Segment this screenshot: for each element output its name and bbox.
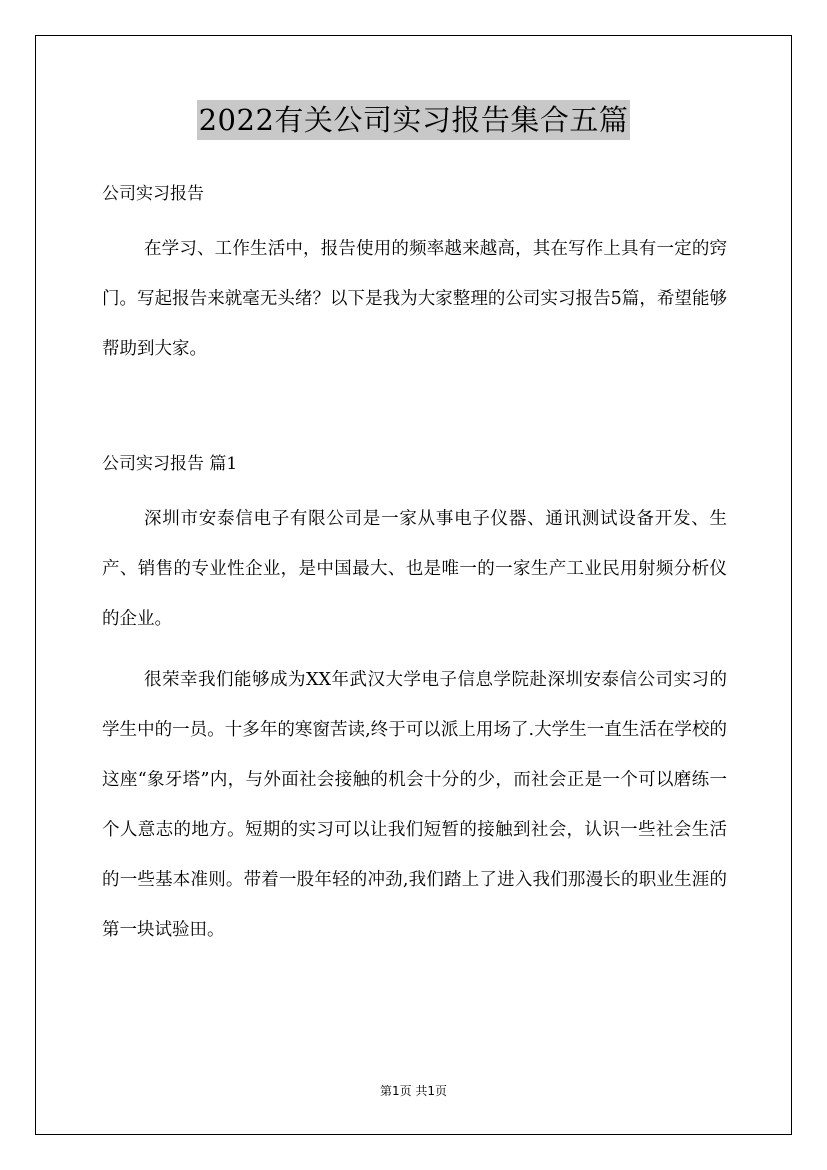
section-1-paragraph-2: 很荣幸我们能够成为XX年武汉大学电子信息学院赴深圳安泰信公司实习的学生中的一员。十多年的寒窗苦读,终于可以派上用场了.大学生一直生活在学校的这座“象牙塔”内，与外面社会接触的机会十分的少，而社会正是一个可以磨练一个人意志的地方。短期的实习可以让我们短暂的接触到社会，认识一些社会生活的一些基本准则。带着一股年轻的冲劲,我们踏上了进入我们那漫长的职业生涯的第一块试验田。 xyxy=(102,670,727,940)
section-1-paragraph-1: 深圳市安泰信电子有限公司是一家从事电子仪器、通讯测试设备开发、生产、销售的专业性企业，是中国最大、也是唯一的一家生产工业民用射频分析仪的企业。 xyxy=(102,509,727,629)
section-heading-1: 公司实习报告 篇1 xyxy=(102,454,238,474)
title-container xyxy=(0,100,827,140)
section-heading-intro: 公司实习报告 xyxy=(102,184,204,204)
document-title: 2022有关公司实习报告集合五篇 xyxy=(197,100,631,140)
intro-paragraph: 在学习、工作生活中，报告使用的频率越来越高，其在写作上具有一定的窍门。写起报告来就毫无头绪？以下是我为大家整理的公司实习报告5篇，希望能够帮助到大家。 xyxy=(102,239,727,359)
page-number-footer: 第1页 共1页 xyxy=(379,1084,448,1098)
